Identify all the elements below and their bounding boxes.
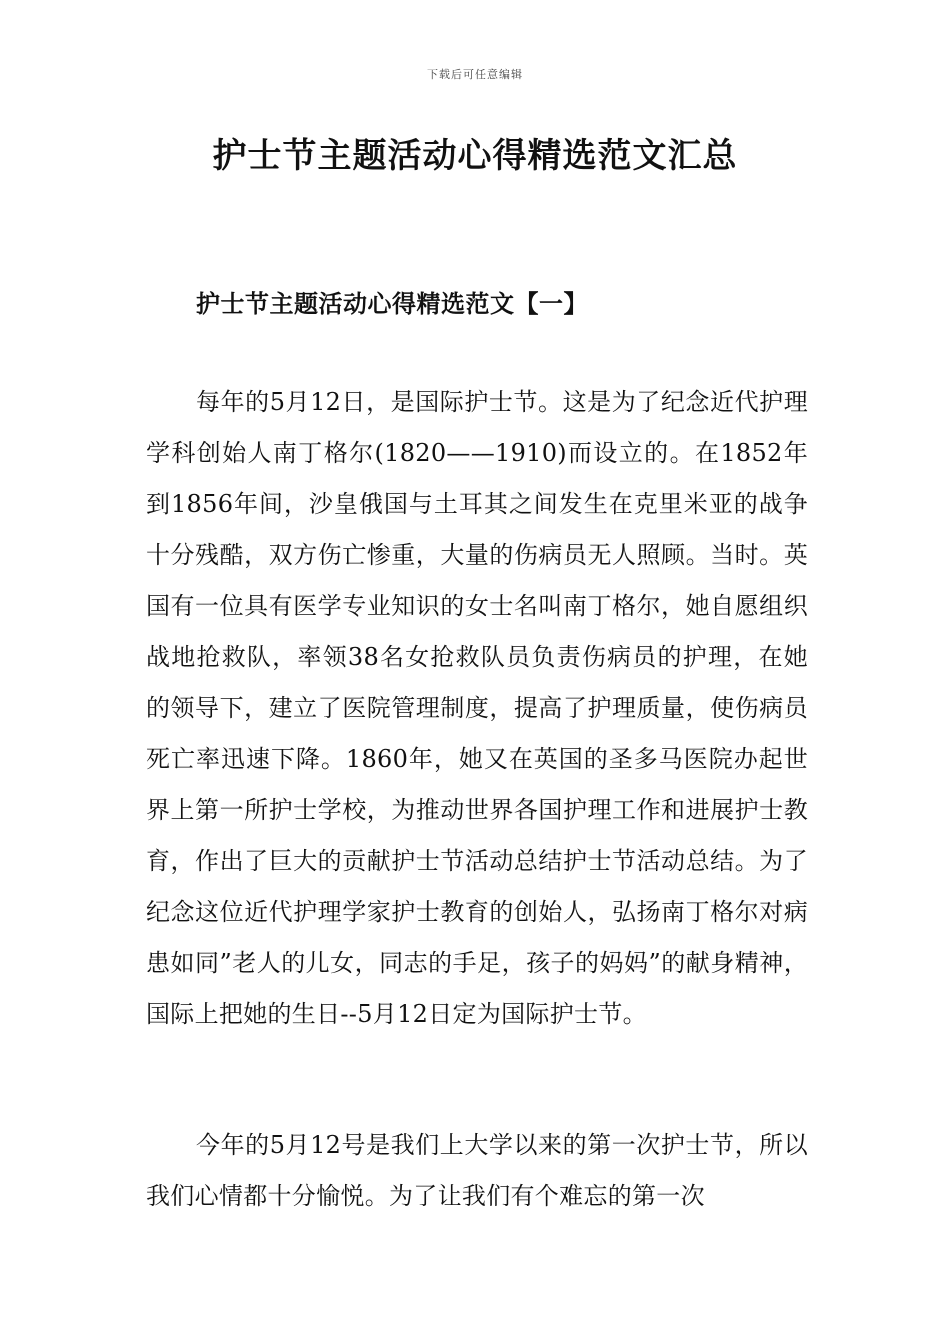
body-paragraph-1: 每年的5月12日，是国际护士节。这是为了纪念近代护理学科创始人南丁格尔(1820——1910)而设立的。在1852年到1856年间，沙皇俄国与土耳其之间发生在克里米亚的战争十分残酷，双方伤亡惨重，大量的伤病员无人照顾。当时。英国有一位具有医学专业知识的女士名叫南丁格尔，她自愿组织战地抢救队，率领38名女抢救队员负责伤病员的护理，在她的领导下，建立了医院管理制度，提高了护理质量，使伤病员死亡率迅速下降。1860年，她又在英国的圣多马医院办起世界上第一所护士学校，为推动世界各国护理工作和进展护士教育，作出了巨大的贡献护士节活动总结护士节活动总结。为了纪念这位近代护理学家护士教育的创始人，弘扬南丁格尔对病患如同”老人的儿女，同志的手足，孩子的妈妈”的献身精神，国际上把她的生日--5月12日定为国际护士节。 [146, 388, 808, 1028]
body-paragraph-2: 今年的5月12号是我们上大学以来的第一次护士节，所以我们心情都十分愉悦。为了让我们有个难忘的第一次 [146, 1131, 808, 1210]
document-title: 护士节主题活动心得精选范文汇总 [212, 136, 738, 176]
header-note: 下载后可任意编辑 [427, 68, 523, 81]
section-heading: 护士节主题活动心得精选范文【一】 [196, 289, 588, 318]
